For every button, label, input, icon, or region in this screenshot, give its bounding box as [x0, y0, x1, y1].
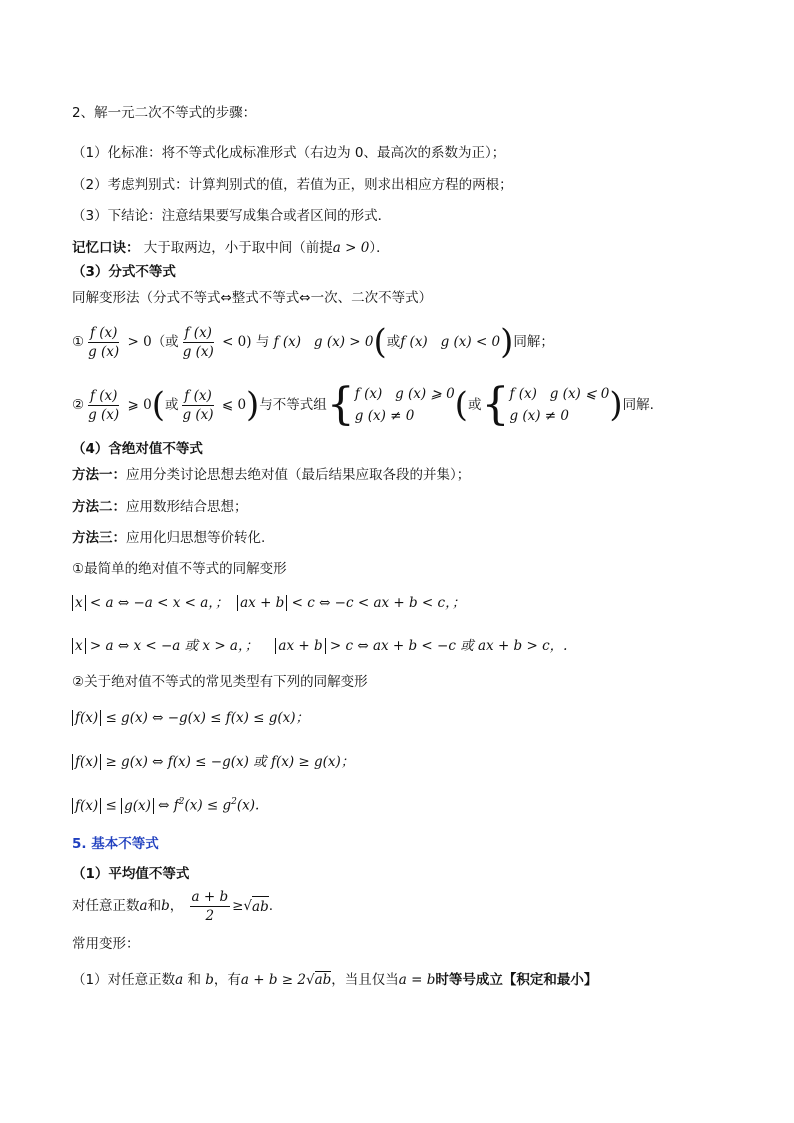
step-3: （3）下结论：注意结果要写成集合或者区间的形式．	[72, 208, 392, 224]
fractional-method: 同解变形法（分式不等式⇔整式不等式⇔一次、二次不等式）	[72, 290, 433, 306]
basic-mean-inequality: 对任意正数 a 和 b ， $\frac{a + b}{2}$ ≥ √ ab .	[72, 888, 274, 924]
absolute-method-3: 方法三：应用化归思想等价转化.	[72, 530, 266, 546]
mnemonic-label: 记忆口诀：	[72, 240, 140, 256]
inequality-system: f (x) g (x) ⩽ 0 g (x) ≠ 0	[509, 386, 610, 424]
basic-common: 常用变形：	[72, 936, 140, 952]
fractional-rule-2: ② $\frac{f (x)}{g (x)}$ ⩾ 0 ( 或 $\frac{f (x)}{g (x)}$ ⩽ 0 ) 与不等式组 { f (x) g (x) ⩾ 0 g (x) ≠ 0 ( 或 { f (x) g (x) ⩽ 0 g (x) ≠ 0 ) 同解.	[72, 379, 654, 430]
absolute-common-1: f(x) ≤ g(x) ⇔ −g(x) ≤ f(x) ≤ g(x)；	[72, 708, 309, 728]
absolute-method-1: 方法一：应用分类讨论思想去绝对值（最后结果应取各段的并集）；	[72, 467, 471, 483]
fraction-f-over-g: $\frac{f (x)}{g (x)}$	[182, 324, 214, 360]
inequality-system: f (x) g (x) ⩾ 0 g (x) ≠ 0	[354, 386, 455, 424]
fractional-rule-1: ① $\frac{f (x)}{g (x)}$ > 0 （或 $\frac{f (x)}{g (x)}$ < 0) 与 f (x) g (x) > 0 ( 或 f (x) g (x) < 0 ) 同解；	[72, 322, 554, 362]
absolute-heading: （4）含绝对值不等式	[72, 441, 203, 457]
basic-subheading: （1）平均值不等式	[72, 866, 190, 882]
absolute-simple-line-1: x < a ⇔ −a < x < a，； ax + b < c ⇔ −c < ax + b < c，；	[72, 593, 465, 613]
fraction-mean: $\frac{a + b}{2}$	[191, 888, 229, 924]
absolute-simple-line-2: x > a ⇔ x < −a 或 x > a，； ax + b > c ⇔ ax + b < −c 或 ax + b > c，.	[72, 636, 567, 656]
mnemonic	[72, 238, 390, 258]
absolute-common-2: f(x) ≥ g(x) ⇔ f(x) ≤ −g(x) 或 f(x) ≥ g(x)；	[72, 752, 354, 772]
mnemonic-end: ）．	[369, 240, 390, 256]
step-1: （1）化标准：将不等式化成标准形式（右边为 0、最高次的系数为正）；	[72, 145, 506, 161]
fraction-f-over-g: $\frac{f (x)}{g (x)}$	[88, 387, 120, 423]
basic-heading: 5. 基本不等式	[72, 836, 159, 852]
mnemonic-cond: a > 0	[332, 240, 370, 256]
absolute-common-title: ②关于绝对值不等式的常见类型有下列的同解变形	[72, 674, 368, 690]
step-2: （2）考虑判别式：计算判别式的值，若值为正，则求出相应方程的两根；	[72, 177, 513, 193]
fraction-f-over-g: $\frac{f (x)}{g (x)}$	[182, 387, 214, 423]
absolute-common-3: f(x) ≤ g(x) ⇔ $f^2(x) \le g^2(x)$.	[72, 792, 259, 816]
fraction-f-over-g: $\frac{f (x)}{g (x)}$	[88, 324, 120, 360]
fractional-heading: （3）分式不等式	[72, 264, 176, 280]
mnemonic-text: 大于取两边，小于取中间（前提	[139, 240, 333, 256]
absolute-method-2: 方法二：应用数形结合思想；	[72, 499, 248, 515]
basic-variant-1: （1）对任意正数a 和 b，有a + b ≥ 2√ab，当且仅当a = b时等号成立【积定和最小】	[72, 972, 598, 988]
absolute-simple-title: ①最简单的绝对值不等式的同解变形	[72, 561, 287, 577]
steps-heading: 2、解一元二次不等式的步骤：	[72, 105, 257, 121]
sqrt-ab: ab	[252, 896, 269, 917]
